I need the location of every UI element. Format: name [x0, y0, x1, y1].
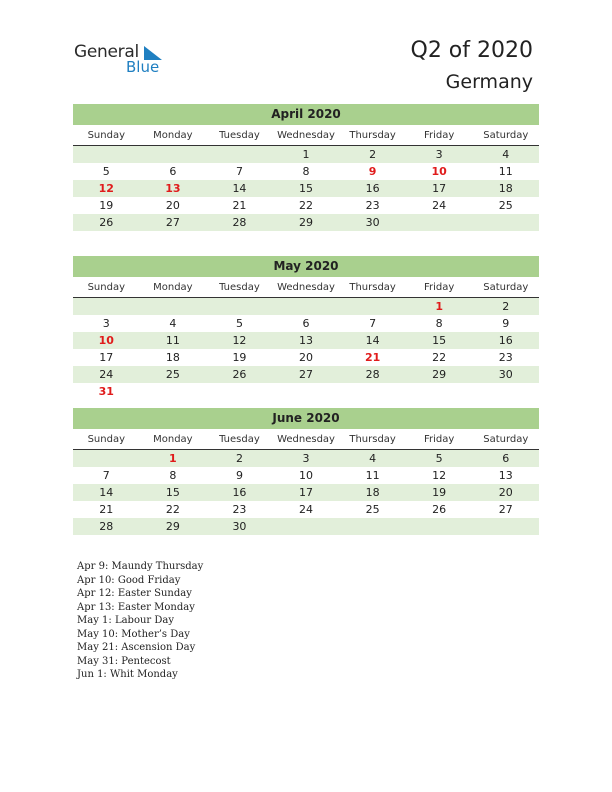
weekday-header-row	[73, 125, 539, 146]
holiday-day-cell: 10	[431, 165, 447, 178]
day-cell	[140, 383, 207, 400]
day-cell: 14	[365, 334, 380, 347]
week-row	[73, 450, 539, 467]
day-cell: 23	[365, 199, 380, 212]
day-cell: 1	[302, 148, 310, 161]
day-cell: 18	[365, 486, 380, 499]
day-cell: 19	[432, 486, 447, 499]
day-cell: 6	[502, 452, 510, 465]
day-cell: 20	[165, 199, 180, 212]
weekday-label: Tuesday	[219, 434, 260, 445]
day-cell: 25	[165, 368, 180, 381]
weekday-header-row	[73, 277, 539, 298]
day-cell: 16	[365, 182, 380, 195]
day-cell	[273, 518, 340, 535]
day-cell: 30	[232, 520, 247, 533]
day-cell: 16	[232, 486, 247, 499]
weekday-label: Monday	[153, 282, 193, 293]
day-cell: 5	[102, 165, 110, 178]
day-cell: 2	[369, 148, 377, 161]
weekday-label: Tuesday	[219, 130, 260, 141]
day-cell: 22	[299, 199, 314, 212]
week-row	[73, 501, 539, 518]
day-cell: 2	[502, 300, 510, 313]
holiday-day-cell: 10	[98, 334, 114, 347]
day-cell: 18	[498, 182, 513, 195]
day-cell: 12	[432, 469, 447, 482]
holiday-list-item: Apr 12: Easter Sunday	[77, 588, 192, 599]
day-cell: 4	[502, 148, 510, 161]
weekday-label: Sunday	[87, 434, 125, 445]
day-cell: 21	[99, 503, 114, 516]
day-cell: 28	[365, 368, 380, 381]
weekday-label: Wednesday	[277, 434, 335, 445]
week-row	[73, 332, 539, 349]
week-row	[73, 298, 539, 315]
day-cell: 23	[498, 351, 513, 364]
week-row	[73, 383, 539, 400]
day-cell: 22	[165, 503, 180, 516]
day-cell	[472, 518, 539, 535]
day-cell: 7	[235, 165, 243, 178]
day-cell: 24	[299, 503, 314, 516]
holiday-list-item: Apr 10: Good Friday	[77, 574, 181, 586]
weekday-label: Friday	[424, 434, 455, 445]
weekday-label: Friday	[424, 130, 455, 141]
holiday-list-item: May 10: Mother’s Day	[77, 628, 190, 640]
holiday-list-item: May 1: Labour Day	[77, 615, 174, 626]
day-cell: 29	[432, 368, 447, 381]
day-cell: 17	[99, 351, 114, 364]
day-cell: 17	[432, 182, 447, 195]
day-cell: 27	[165, 216, 180, 229]
day-cell: 8	[169, 469, 177, 482]
day-cell: 21	[232, 199, 247, 212]
day-cell	[339, 298, 406, 315]
logo	[74, 42, 184, 78]
day-cell	[206, 383, 273, 400]
day-cell: 30	[498, 368, 513, 381]
day-cell: 17	[299, 486, 314, 499]
day-cell: 30	[365, 216, 380, 229]
weekday-label: Wednesday	[277, 282, 335, 293]
day-cell: 9	[502, 317, 510, 330]
holiday-list-item: Apr 13: Easter Monday	[77, 601, 195, 613]
day-cell: 24	[99, 368, 114, 381]
day-cell	[206, 298, 273, 315]
day-cell	[206, 146, 273, 163]
day-cell: 23	[232, 503, 247, 516]
day-cell	[73, 450, 140, 467]
day-cell: 8	[435, 317, 443, 330]
day-cell: 8	[302, 165, 310, 178]
day-cell: 29	[165, 520, 180, 533]
weekday-label: Thursday	[349, 282, 396, 293]
day-cell: 13	[299, 334, 314, 347]
day-cell: 12	[232, 334, 247, 347]
month-title: June 2020	[73, 408, 539, 429]
holiday-list-item: Jun 1: Whit Monday	[77, 669, 178, 680]
day-cell: 6	[169, 165, 177, 178]
week-row	[73, 467, 539, 484]
day-cell: 28	[232, 216, 247, 229]
month-june	[73, 408, 539, 535]
day-cell: 25	[498, 199, 513, 212]
day-cell: 29	[299, 216, 314, 229]
day-cell: 14	[232, 182, 247, 195]
day-cell: 14	[99, 486, 114, 499]
holiday-day-cell: 9	[368, 165, 377, 178]
day-cell: 6	[302, 317, 310, 330]
day-cell: 26	[232, 368, 247, 381]
week-row	[73, 349, 539, 366]
weekday-label: Wednesday	[277, 130, 335, 141]
weekday-header-row	[73, 429, 539, 450]
day-cell: 4	[169, 317, 177, 330]
day-cell	[273, 383, 340, 400]
week-row	[73, 163, 539, 180]
day-cell: 15	[165, 486, 180, 499]
holiday-day-cell: 13	[165, 182, 181, 195]
day-cell: 19	[232, 351, 247, 364]
logo-general-text: General	[74, 42, 139, 62]
day-cell: 15	[299, 182, 314, 195]
day-cell: 15	[432, 334, 447, 347]
day-cell	[73, 146, 140, 163]
country-name: Germany	[445, 71, 533, 93]
weekday-label: Monday	[153, 434, 193, 445]
day-cell: 3	[435, 148, 443, 161]
day-cell: 3	[302, 452, 310, 465]
day-cell: 7	[369, 317, 377, 330]
day-cell	[339, 518, 406, 535]
day-cell	[406, 383, 473, 400]
weekday-label: Saturday	[483, 130, 529, 141]
holiday-list	[77, 560, 203, 682]
week-row	[73, 214, 539, 231]
day-cell	[406, 518, 473, 535]
day-cell: 19	[99, 199, 114, 212]
month-may	[73, 256, 539, 400]
day-cell	[472, 383, 539, 400]
weekday-label: Thursday	[349, 434, 396, 445]
day-cell: 11	[365, 469, 380, 482]
day-cell: 27	[299, 368, 314, 381]
holiday-day-cell: 1	[435, 300, 443, 313]
holiday-list-item: May 31: Pentecost	[77, 655, 171, 667]
week-row	[73, 518, 539, 535]
day-cell: 7	[102, 469, 110, 482]
day-cell	[73, 298, 140, 315]
day-cell	[140, 298, 207, 315]
month-april	[73, 104, 539, 231]
holiday-day-cell: 21	[364, 351, 381, 364]
day-cell: 4	[369, 452, 377, 465]
holiday-list-item: Apr 9: Maundy Thursday	[77, 561, 204, 572]
weekday-label: Saturday	[483, 282, 529, 293]
week-row	[73, 315, 539, 332]
weekday-label: Monday	[153, 130, 193, 141]
day-cell: 27	[498, 503, 513, 516]
month-title: May 2020	[73, 256, 539, 277]
weekday-label: Thursday	[349, 130, 396, 141]
day-cell: 9	[235, 469, 243, 482]
day-cell: 13	[498, 469, 513, 482]
day-cell: 5	[435, 452, 443, 465]
week-row	[73, 366, 539, 383]
holiday-day-cell: 12	[98, 182, 114, 195]
day-cell: 28	[99, 520, 114, 533]
day-cell	[273, 298, 340, 315]
day-cell: 25	[365, 503, 380, 516]
day-cell: 20	[498, 486, 513, 499]
day-cell: 3	[102, 317, 110, 330]
day-cell: 11	[165, 334, 180, 347]
day-cell	[140, 146, 207, 163]
weekday-label: Sunday	[87, 282, 125, 293]
weekday-label: Tuesday	[219, 282, 260, 293]
day-cell: 11	[498, 165, 513, 178]
weekday-label: Friday	[424, 282, 455, 293]
month-title: April 2020	[73, 104, 539, 125]
weekday-label: Sunday	[87, 130, 125, 141]
day-cell	[339, 383, 406, 400]
week-row	[73, 180, 539, 197]
day-cell: 5	[235, 317, 243, 330]
day-cell: 26	[99, 216, 114, 229]
day-cell: 22	[432, 351, 447, 364]
day-cell: 18	[165, 351, 180, 364]
week-row	[73, 484, 539, 501]
day-cell: 10	[299, 469, 314, 482]
day-cell	[406, 214, 473, 231]
day-cell	[472, 214, 539, 231]
day-cell: 20	[299, 351, 314, 364]
holiday-day-cell: 1	[169, 452, 177, 465]
holiday-list-item: May 21: Ascension Day	[77, 642, 196, 653]
weekday-label: Saturday	[483, 434, 529, 445]
day-cell: 16	[498, 334, 513, 347]
day-cell: 2	[235, 452, 243, 465]
holiday-day-cell: 31	[98, 385, 114, 398]
logo-blue-text: Blue	[126, 58, 160, 76]
week-row	[73, 197, 539, 214]
day-cell: 26	[432, 503, 447, 516]
week-row	[73, 146, 539, 163]
page-title: Q2 of 2020	[410, 38, 533, 63]
day-cell: 24	[432, 199, 447, 212]
